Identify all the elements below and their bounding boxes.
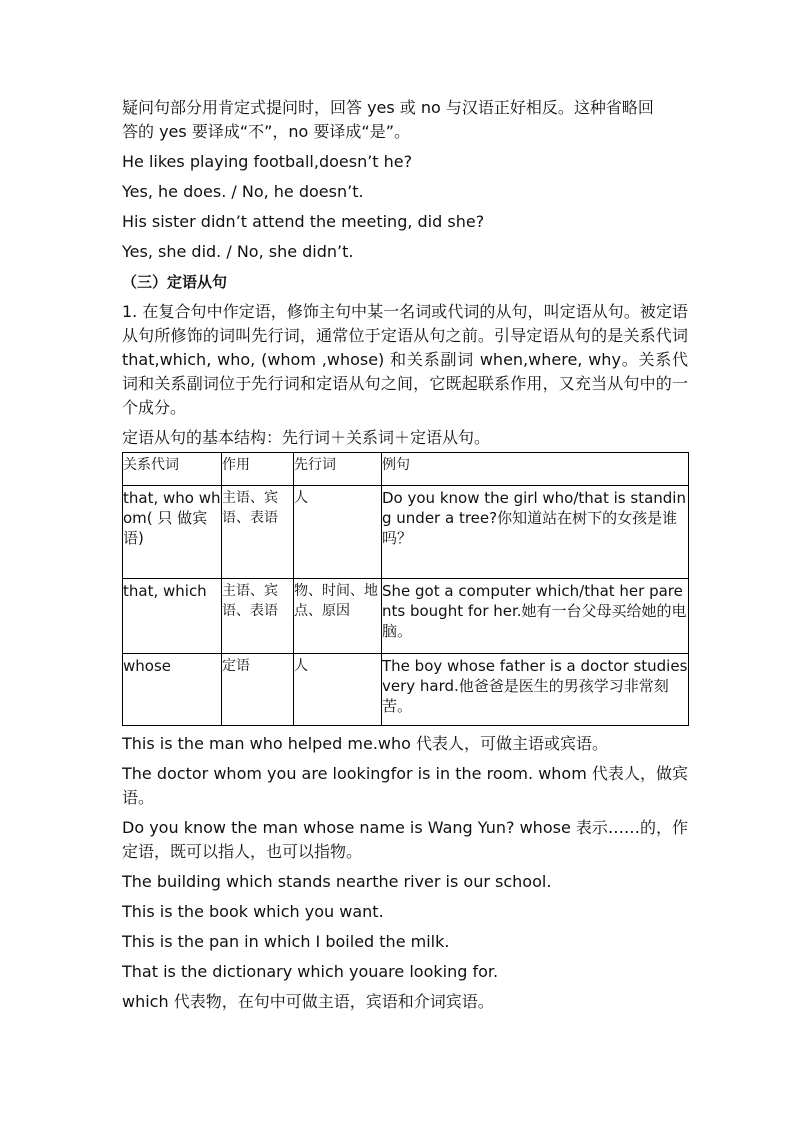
example-line: Do you know the man whose name is Wang Yun? whose 表示……的，作定语，既可以指人，也可以指物。 — [122, 818, 688, 861]
document-page — [122, 96, 688, 1014]
pronoun-cell: that, which — [123, 579, 222, 654]
section-heading: （三）定语从句 — [122, 273, 228, 291]
example-line: That is the dictionary which youare looking for. — [122, 962, 499, 981]
example-line: which 代表物，在句中可做主语，宾语和介词宾语。 — [122, 992, 494, 1011]
antecedent-cell: 物、时间、地点、原因 — [294, 579, 382, 654]
example-line: This is the man who helped me.who 代表人，可做主语或宾语。 — [122, 734, 609, 753]
pronoun-cell: that, who whom( 只 做宾语) — [123, 486, 222, 579]
intro-paragraph — [122, 96, 688, 144]
intro-line-2: 答的 yes 要译成“不”，no 要译成“是”。 — [122, 122, 410, 141]
table-row — [123, 579, 689, 654]
example-line: He likes playing football,doesn’t he? — [122, 152, 413, 171]
example-line: Yes, she did. / No, she didn’t. — [122, 242, 354, 261]
example-line: The doctor whom you are lookingfor is in the room. whom 代表人，做宾语。 — [122, 764, 688, 807]
example-line: This is the book which you want. — [122, 902, 384, 921]
table-header-row — [123, 453, 689, 486]
table-header-cell: 例句 — [382, 453, 689, 486]
antecedent-cell: 人 — [294, 486, 382, 579]
relative-clause-table — [122, 452, 689, 726]
example-cell: She got a computer which/that her parents bought for her.她有一台父母买给她的电脑。 — [382, 579, 689, 654]
function-cell: 主语、宾语、表语 — [222, 579, 294, 654]
table-header-cell: 先行词 — [294, 453, 382, 486]
example-cell: The boy whose father is a doctor studies very hard.他爸爸是医生的男孩学习非常刻苦。 — [382, 654, 689, 726]
definition-paragraph: 1. 在复合句中作定语，修饰主句中某一名词或代词的从句，叫定语从句。被定语从句所修饰的词叫先行词，通常位于定语从句之前。引导定语从句的是关系代词 that,which, who, (whom ,whose) 和关系副词 when,where, why。关系代词和关系副词位于先行词和定语从句之间，它既起联系作用，又充当从句中的一个成分。 — [122, 302, 688, 417]
intro-line-1: 疑问句部分用肯定式提问时，回答 yes 或 no 与汉语正好相反。这种省略回 — [122, 98, 654, 117]
example-line: Yes, he does. / No, he doesn’t. — [122, 182, 364, 201]
antecedent-cell: 人 — [294, 654, 382, 726]
example-line: His sister didn’t attend the meeting, did she? — [122, 212, 485, 231]
table-header-cell: 作用 — [222, 453, 294, 486]
table-row — [123, 654, 689, 726]
example-cell: Do you know the girl who/that is standing under a tree?你知道站在树下的女孩是谁吗？ — [382, 486, 689, 579]
structure-line: 定语从句的基本结构：先行词＋关系词＋定语从句。 — [122, 428, 491, 447]
function-cell: 定语 — [222, 654, 294, 726]
example-line: This is the pan in which I boiled the milk. — [122, 932, 450, 951]
example-line: The building which stands nearthe river is our school. — [122, 872, 552, 891]
pronoun-cell: whose — [123, 654, 222, 726]
function-cell: 主语、宾语、表语 — [222, 486, 294, 579]
table-row — [123, 486, 689, 579]
table-header-cell: 关系代词 — [123, 453, 222, 486]
